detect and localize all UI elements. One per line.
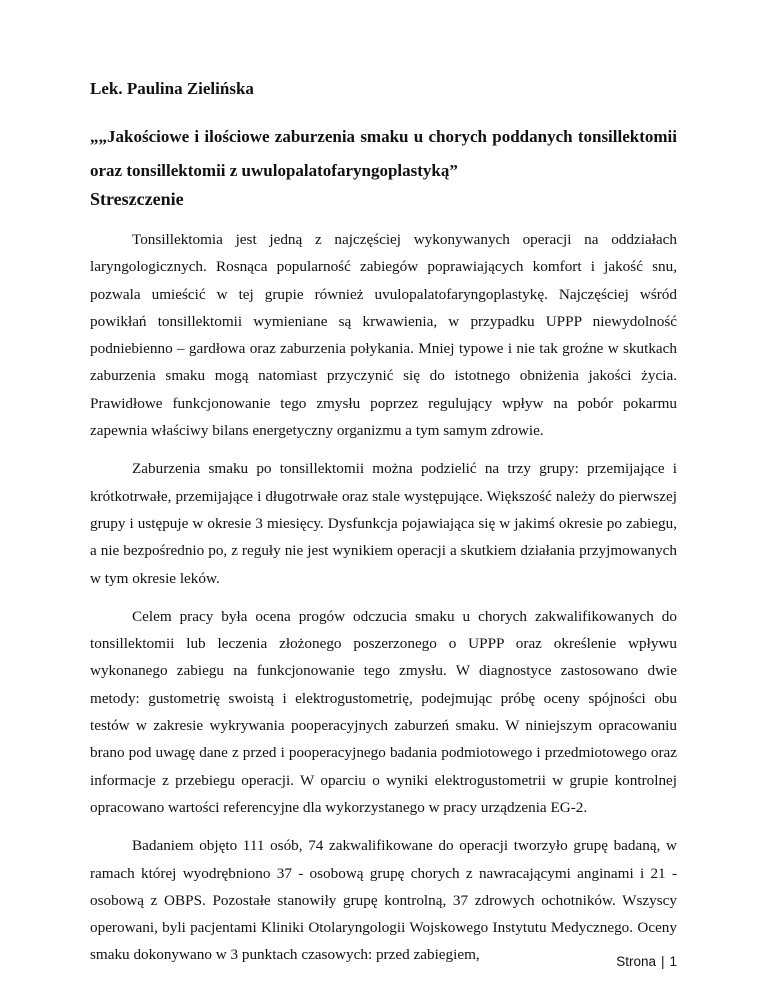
page-footer [616, 954, 677, 969]
paragraph: Tonsillektomia jest jedną z najczęściej wykonywanych operacji na oddziałach laryngologicznych. Rosnąca popularność zabiegów poprawiających komfort i jakość snu, pozwala umieścić w tej grupie również uvulopalatofaryngoplastykę. Najczęściej wśród powikłań tonsillektomii wymieniane są krwawienia, w przypadku UPPP niewydolność podniebienno – gardłowa oraz zaburzenia połykania. Mniej typowe i nie tak groźne w skutkach zaburzenia smaku mogą natomiast przyczynić się do istotnego obniżenia jakości życia. Prawidłowe funkcjonowanie tego zmysłu poprzez regulujący wpływ na pobór pokarmu zapewnia właściwy bilans energetyczny organizmu a tym samym zdrowie. [90, 231, 677, 440]
paragraph: Badaniem objęto 111 osób, 74 zakwalifikowane do operacji tworzyło grupę badaną, w ramach której wyodrębniono 37 - osobową grupę chorych z nawracającymi anginami i 21 - osobową z OBPS. Pozostałe stanowiły grupę kontrolną, 37 zdrowych ochotników. Wszyscy operowani, byli pacjentami Kliniki Otolaryngologii Wojskowego Instytutu Medycznego. Oceny smaku dokonywano w 3 punktach czasowych: przed zabiegiem, [90, 837, 677, 964]
document-title: „„Jakościowe i ilościowe zaburzenia smaku u chorych poddanych tonsillektomii oraz tonsillektomii z uwulopalatofaryngoplastyką” [90, 127, 677, 180]
page-number: 1 [669, 954, 677, 969]
footer-separator: | [660, 954, 665, 969]
abstract-body [90, 226, 677, 980]
paragraph: Zaburzenia smaku po tonsillektomii można podzielić na trzy grupy: przemijające i krótkotrwałe, przemijające i długotrwałe oraz stale występujące. Większość należy do pierwszej grupy i ustępuje w okresie 3 miesięcy. Dysfunkcja pojawiająca się w jakimś okresie po zabiegu, a nie bezpośrednio po, z reguły nie jest wynikiem operacji a skutkiem działania przyjmowanych w tym okresie leków. [90, 460, 677, 587]
author-name: Lek. Paulina Zielińska [90, 79, 254, 98]
section-heading: Streszczenie [90, 189, 184, 209]
paragraph: Celem pracy była ocena progów odczucia smaku u chorych zakwalifikowanych do tonsillektomii lub leczenia złożonego poszerzonego o UPPP oraz określenie wpływu wykonanego zabiegu na funkcjonowanie tego zmysłu. W diagnostyce zastosowano dwie metody: gustometrię swoistą i elektrogustometrię, podejmując próbę oceny spójności obu testów w zakresie wykrywania pooperacyjnych zaburzeń smaku. W niniejszym opracowaniu brano pod uwagę dane z przed i pooperacyjnego badania podmiotowego i przedmiotowego oraz informacje z przebiegu operacji. W oparciu o wyniki elektrogustometrii w grupie kontrolnej opracowano wartości referencyjne dla wykorzystanego w pracy urządzenia EG-2. [90, 607, 677, 816]
page-label: Strona [616, 954, 656, 969]
